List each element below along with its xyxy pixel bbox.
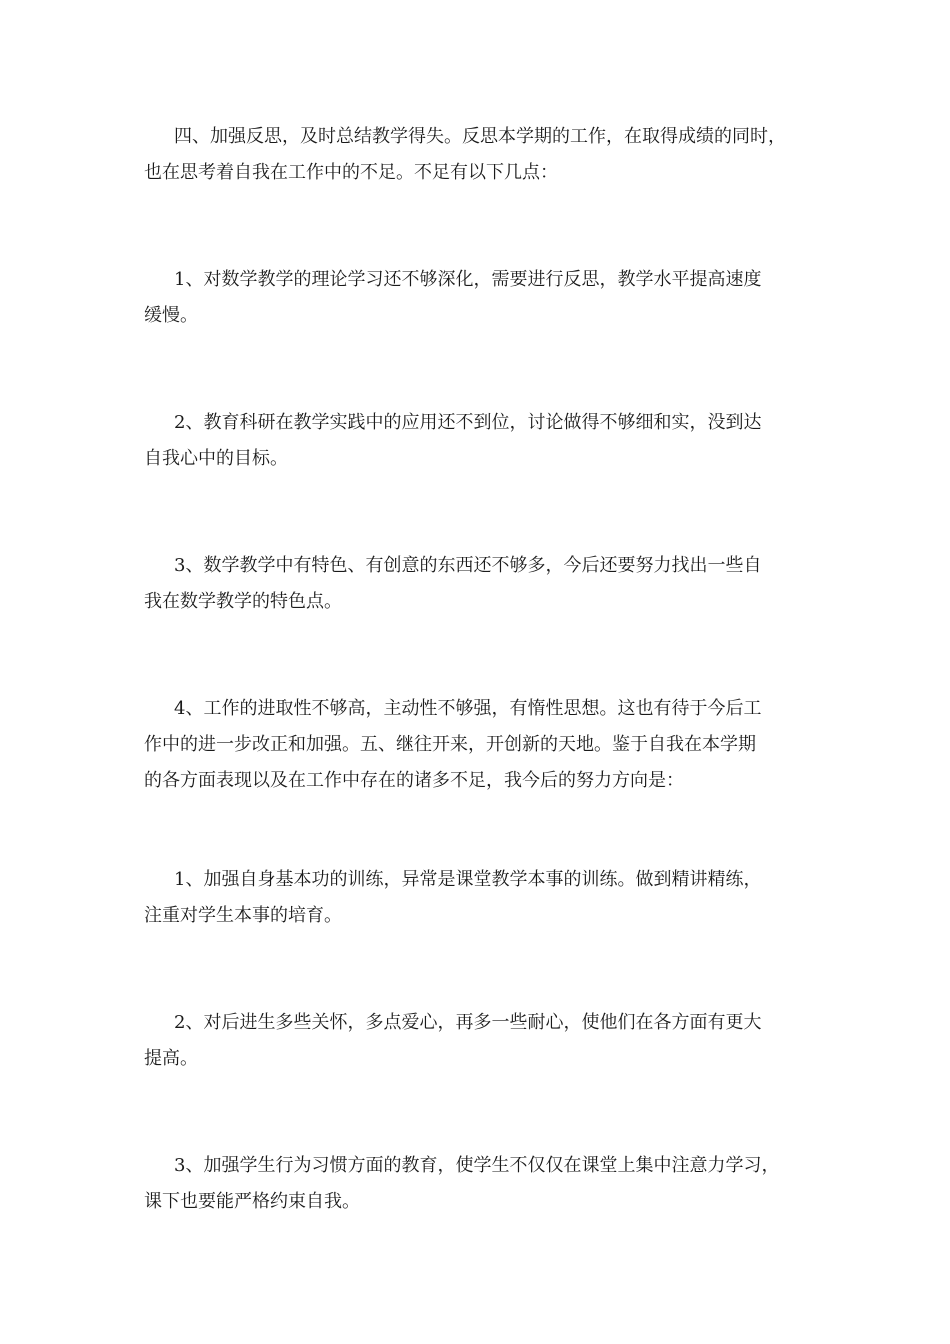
paragraph-shortcoming-1: [144, 262, 830, 334]
paragraph-line: 1、加强自身基本功的训练，异常是课堂教学本事的训练。做到精讲精练，: [174, 869, 762, 890]
paragraph-line: 4、工作的进取性不够高，主动性不够强，有惰性思想。这也有待于今后工: [174, 698, 762, 719]
paragraph-reflection: [144, 119, 830, 191]
paragraph-line: 缓慢。: [144, 305, 198, 326]
paragraph-line: 2、对后进生多些关怀，多点爱心，再多一些耐心，使他们在各方面有更大: [174, 1012, 762, 1033]
paragraph-direction-2: [144, 1005, 830, 1077]
paragraph-line: 我在数学教学的特色点。: [144, 591, 342, 612]
paragraph-shortcoming-3: [144, 548, 830, 620]
paragraph-line: 1、对数学教学的理论学习还不够深化，需要进行反思，教学水平提高速度: [174, 269, 762, 290]
paragraph-line: 的各方面表现以及在工作中存在的诸多不足，我今后的努力方向是：: [144, 770, 684, 791]
paragraph-line: 四、加强反思，及时总结教学得失。反思本学期的工作，在取得成绩的同时，: [174, 126, 786, 147]
paragraph-line: 作中的进一步改正和加强。五、继往开来，开创新的天地。鉴于自我在本学期: [144, 734, 756, 755]
paragraph-line: 也在思考着自我在工作中的不足。不足有以下几点：: [144, 162, 558, 183]
paragraph-line: 3、数学教学中有特色、有创意的东西还不够多，今后还要努力找出一些自: [174, 555, 762, 576]
paragraph-shortcoming-4: [144, 691, 830, 799]
paragraph-line: 课下也要能严格约束自我。: [144, 1191, 360, 1212]
paragraph-line: 2、教育科研在教学实践中的应用还不到位，讨论做得不够细和实，没到达: [174, 412, 762, 433]
paragraph-direction-3: [144, 1148, 830, 1220]
paragraph-line: 注重对学生本事的培育。: [144, 905, 342, 926]
paragraph-line: 自我心中的目标。: [144, 448, 288, 469]
paragraph-direction-1: [144, 862, 830, 934]
paragraph-shortcoming-2: [144, 405, 830, 477]
paragraph-line: 3、加强学生行为习惯方面的教育，使学生不仅仅在课堂上集中注意力学习，: [174, 1155, 780, 1176]
paragraph-line: 提高。: [144, 1048, 198, 1069]
